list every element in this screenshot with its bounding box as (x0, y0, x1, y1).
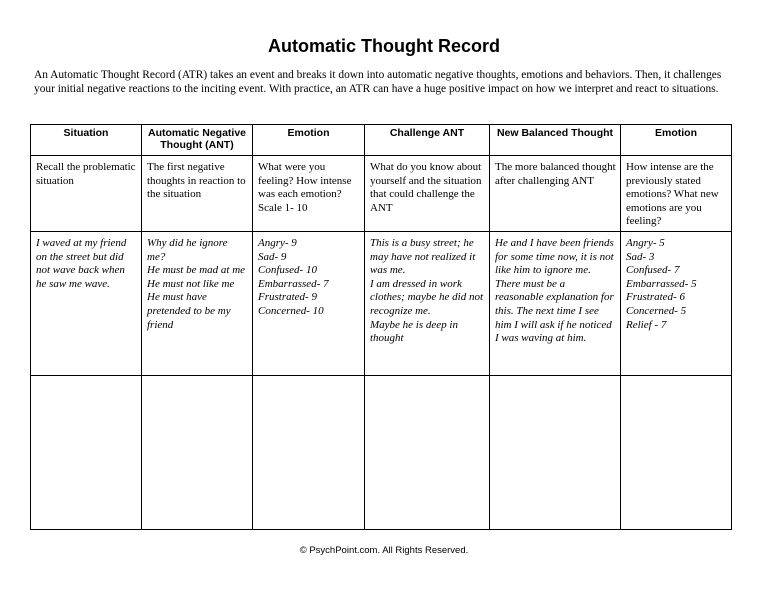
example-cell: Angry- 9 Sad- 9 Confused- 10 Embarrassed- 7 Frustrated- 9 Concerned- 10 (253, 231, 365, 375)
blank-cell[interactable] (142, 375, 253, 529)
description-cell: What do you know about yourself and the situation that could challenge the ANT (365, 156, 490, 232)
description-cell: Recall the problematic situation (31, 156, 142, 232)
description-cell: The first negative thoughts in reaction to the situation (142, 156, 253, 232)
blank-cell[interactable] (365, 375, 490, 529)
header-balanced-thought: New Balanced Thought (490, 125, 621, 156)
description-row (31, 156, 732, 232)
example-cell: Why did he ignore me? He must be mad at me He must not like me He must have pretended to be my friend (142, 231, 253, 375)
blank-cell[interactable] (490, 375, 621, 529)
page-title: Automatic Thought Record (268, 36, 500, 56)
header-emotion: Emotion (253, 125, 365, 156)
example-row (31, 231, 732, 375)
example-cell: He and I have been friends for some time now, it is not like him to ignore me. There must be a reasonable explanation for this. The next time I see him I will ask if he noticed I was waving at him. (490, 231, 621, 375)
example-cell: This is a busy street; he may have not realized it was me. I am dressed in work clothes; maybe he did not recognize me. Maybe he is deep in thought (365, 231, 490, 375)
description-cell: What were you feeling? How intense was each emotion? Scale 1- 10 (253, 156, 365, 232)
header-situation: Situation (31, 125, 142, 156)
blank-entry-row (31, 375, 732, 529)
header-emotion-after: Emotion (621, 125, 732, 156)
example-cell: Angry- 5 Sad- 3 Confused- 7 Embarrassed- 5 Frustrated- 6 Concerned- 5 Relief - 7 (621, 231, 732, 375)
description-cell: How intense are the previously stated emotions? What new emotions are you feeling? (621, 156, 732, 232)
header-challenge-ant: Challenge ANT (365, 125, 490, 156)
header-ant: Automatic Negative Thought (ANT) (142, 125, 253, 156)
example-cell: I waved at my friend on the street but did not wave back when he saw me wave. (31, 231, 142, 375)
copyright-footer: © PsychPoint.com. All Rights Reserved. (299, 545, 469, 556)
blank-cell[interactable] (31, 375, 142, 529)
blank-cell[interactable] (253, 375, 365, 529)
thought-record-table (30, 124, 732, 530)
description-cell: The more balanced thought after challenging ANT (490, 156, 621, 232)
intro-paragraph: An Automatic Thought Record (ATR) takes an event and breaks it down into automatic negative thoughts, emotions and behaviors. Then, it challenges your initial negative reactions to the inciting event. With practice, an ATR can have a huge positive impact on how we interpret and react to situations. (34, 69, 722, 95)
header-row (31, 125, 732, 156)
blank-cell[interactable] (621, 375, 732, 529)
